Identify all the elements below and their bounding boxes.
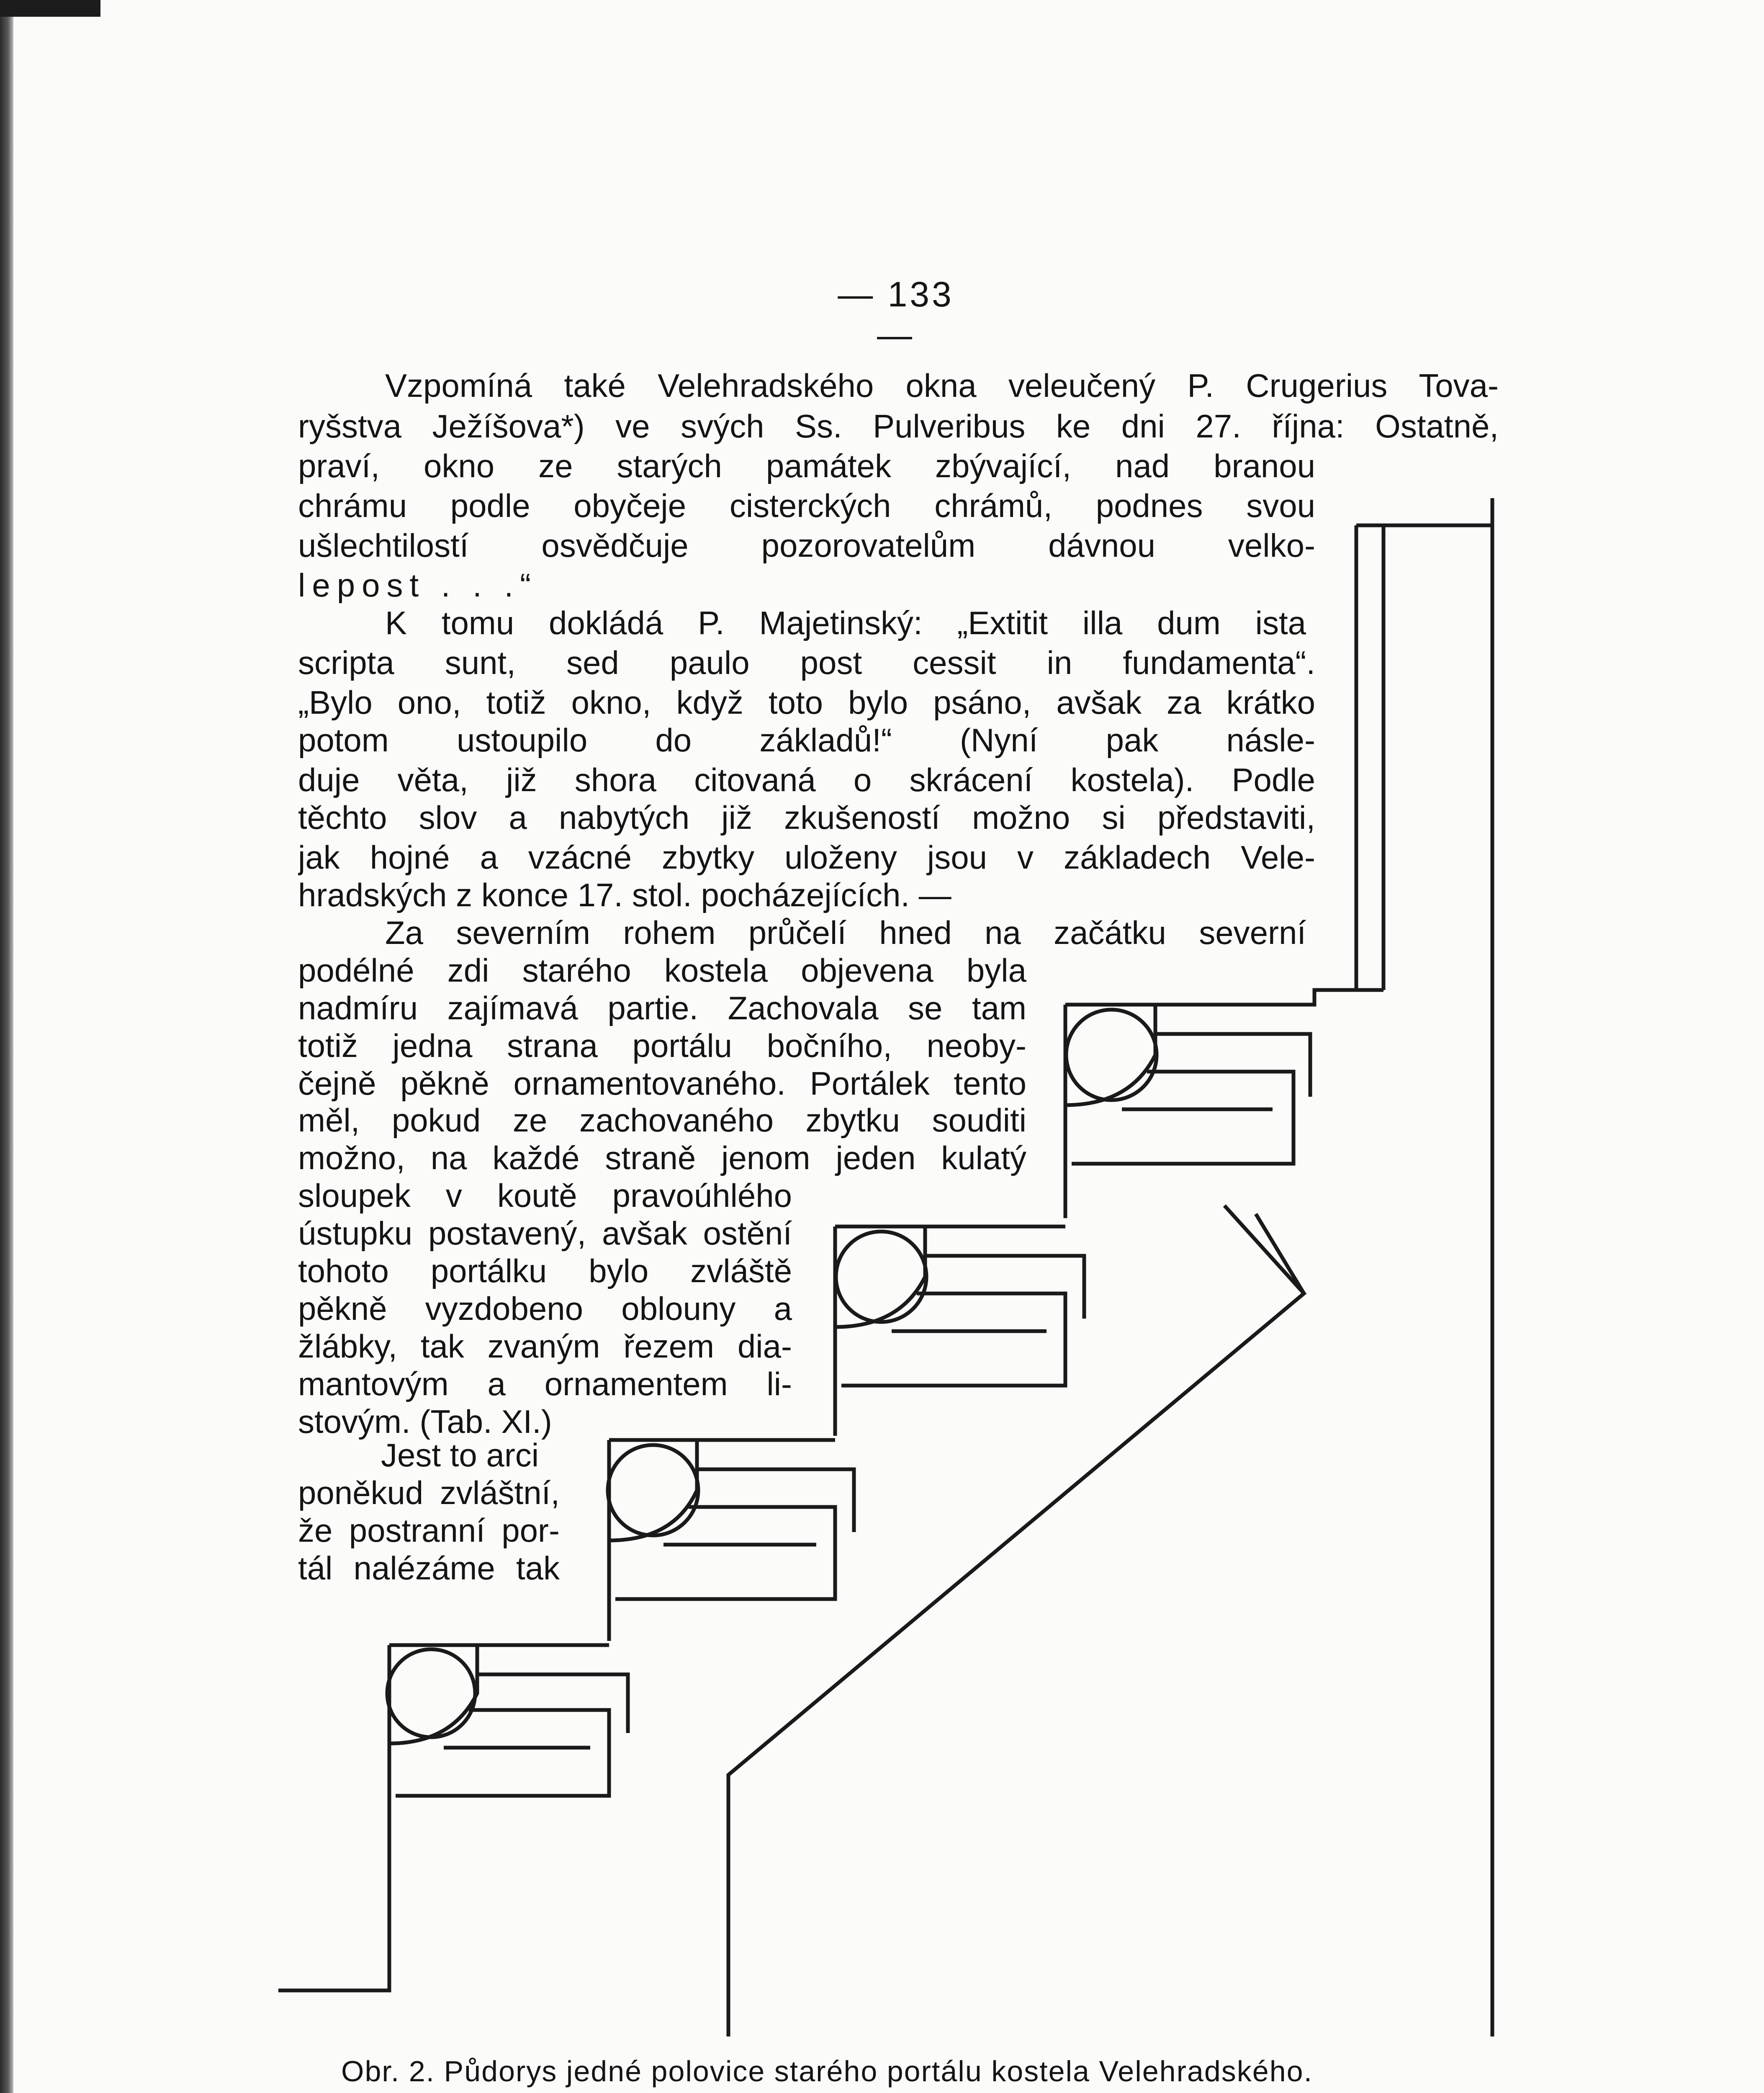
stepped-profile <box>278 1645 389 1990</box>
column-niche <box>389 1645 477 1743</box>
molding-line <box>697 1469 854 1532</box>
page-number: — 133 — <box>838 275 954 355</box>
text-line: Jest to arci <box>381 1437 539 1473</box>
text-line: Za severním rohem průčelí hned na začátku severní <box>385 914 1306 951</box>
text-line: hradských z konce 17. stol. pocházejících. — <box>298 877 951 913</box>
binding-edge <box>0 0 13 2093</box>
column-niche <box>835 1226 925 1327</box>
text-line: stovým. (Tab. XI.) <box>298 1403 552 1440</box>
column-circle <box>387 1649 475 1737</box>
text-line: K tomu dokládá P. Majetinský: „Extitit illa dum ista <box>385 604 1306 641</box>
binding-notch <box>0 0 100 17</box>
text-line: mantovým a ornamentem li- <box>298 1365 792 1402</box>
molding-line <box>841 1293 1065 1386</box>
text-line: těchto slov a nabytých již zkušeností možno si představiti, <box>298 799 1315 836</box>
text-line: Vzpomíná také Velehradského okna veleučený P. Crugerius Tova- <box>385 367 1499 404</box>
molding-line <box>925 1256 1084 1319</box>
text-line: tál nalézáme tak <box>298 1550 560 1586</box>
text-line: ústupku postavený, avšak ostění <box>298 1215 792 1252</box>
column-circle <box>608 1445 698 1535</box>
text-line: měl, pokud ze zachovaného zbytku souditi <box>298 1102 1026 1139</box>
text-line: praví, okno ze starých památek zbývající, nad branou <box>298 447 1315 484</box>
stepped-profile <box>1065 990 1356 1005</box>
text-line: sloupek v koutě pravoúhlého <box>298 1177 792 1214</box>
text-line: ušlechtilostí osvědčuje pozorovatelům dávnou velko- <box>298 527 1315 564</box>
text-line: lepost . . .“ <box>298 567 538 604</box>
text-line: žlábky, tak zvaným řezem dia- <box>298 1328 792 1365</box>
text-line: pěkně vyzdobeno oblouny a <box>298 1290 792 1327</box>
molding-line <box>615 1507 835 1599</box>
molding-line <box>1155 1034 1310 1097</box>
column-niche <box>1065 1005 1155 1105</box>
splay-line <box>728 1206 1304 2036</box>
column-niche <box>609 1440 697 1540</box>
splay-line <box>1256 1214 1304 1293</box>
text-line: chrámu podle obyčeje cisterckých chrámů, podnes svou <box>298 487 1315 524</box>
column-circle <box>1066 1010 1157 1100</box>
text-line: duje věta, již shora citovaná o skrácení kostela). Podle <box>298 761 1315 798</box>
text-line: ryšstva Ježíšova*) ve svých Ss. Pulveribus ke dni 27. října: Ostatně, <box>298 408 1499 445</box>
figure-caption: Obr. 2. Půdorys jedné polovice starého portálu kostela Velehradského. <box>341 2055 1313 2088</box>
molding-line <box>1072 1072 1293 1164</box>
text-line: potom ustoupilo do základů!“ (Nyní pak násle- <box>298 722 1315 759</box>
text-line: čejně pěkně ornamentovaného. Portálek tento <box>298 1065 1026 1102</box>
stepped-profile <box>1356 525 1383 990</box>
text-line: jak hojné a vzácné zbytky uloženy jsou v základech Vele- <box>298 839 1315 876</box>
text-line: totiž jedna strana portálu bočního, neoby- <box>298 1027 1026 1064</box>
molding-line <box>477 1674 628 1733</box>
text-line: že postranní por- <box>298 1512 560 1549</box>
text-line: „Bylo ono, totiž okno, když toto bylo psáno, avšak za krátko <box>298 684 1315 721</box>
text-line: scripta sunt, sed paulo post cessit in fundamenta“. <box>298 644 1315 681</box>
text-line: podélné zdi starého kostela objevena byla <box>298 952 1026 989</box>
text-line: poněkud zvláštní, <box>298 1474 560 1511</box>
column-circle <box>836 1232 926 1322</box>
text-line: tohoto portálku bylo zvláště <box>298 1252 792 1289</box>
text-line: nadmíru zajímavá partie. Zachovala se tam <box>298 990 1026 1026</box>
molding-line <box>396 1710 609 1796</box>
text-line: možno, na každé straně jenom jeden kulatý <box>298 1139 1026 1176</box>
